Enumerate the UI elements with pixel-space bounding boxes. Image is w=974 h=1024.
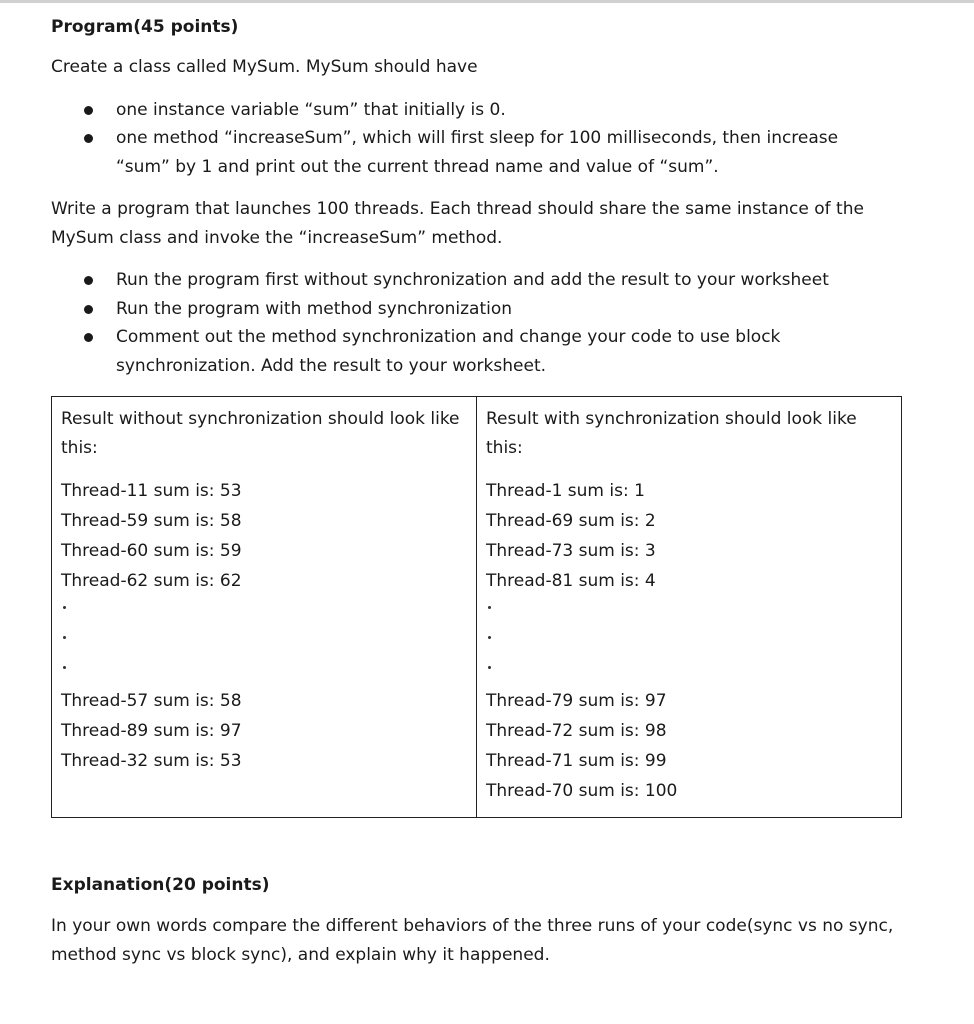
with-sync-header: Result with synchronization should look like this: (486, 409, 857, 458)
ellipsis-dot (486, 596, 891, 626)
requirement-text: one method “increaseSum”, which will first sleep for 100 milliseconds, then increase “sum” by 1 and print out the current thread name and value of “sum”. (116, 128, 839, 177)
bullet-icon (84, 134, 93, 143)
output-line: Thread-62 sum is: 62 (61, 571, 242, 591)
step-text: Comment out the method synchronization and change your code to use block synchronization. Add the result to your worksheet. (116, 327, 781, 376)
requirements-list (51, 96, 931, 182)
document-page (51, 14, 931, 969)
ellipsis-dot (61, 656, 466, 686)
output-line: Thread-59 sum is: 58 (61, 511, 242, 531)
without-sync-header: Result without synchronization should look like this: (61, 409, 460, 458)
explanation-text: In your own words compare the different behaviors of the three runs of your code(sync vs no sync, method sync vs block sync), and explain why it happened. (51, 916, 894, 965)
requirement-text: one instance variable “sum” that initially is 0. (116, 99, 506, 120)
program-heading: Program(45 points) (51, 17, 239, 37)
steps-list (51, 266, 931, 380)
output-line: Thread-11 sum is: 53 (61, 481, 242, 501)
output-line: Thread-69 sum is: 2 (486, 511, 656, 531)
output-line: Thread-72 sum is: 98 (486, 721, 667, 741)
output-line: Thread-71 sum is: 99 (486, 751, 667, 771)
with-sync-cell (477, 397, 902, 818)
output-line: Thread-70 sum is: 100 (486, 781, 678, 801)
step-text: Run the program with method synchronization (116, 298, 513, 319)
list-item (51, 124, 886, 181)
top-border (0, 0, 974, 3)
bullet-icon (84, 106, 93, 115)
program-intro: Create a class called MySum. MySum should have (51, 57, 478, 77)
ellipsis-dot (486, 656, 891, 686)
bullet-icon (84, 333, 93, 342)
explanation-heading: Explanation(20 points) (51, 875, 270, 895)
ellipsis-dot (61, 626, 466, 656)
output-line: Thread-73 sum is: 3 (486, 541, 656, 561)
output-line: Thread-89 sum is: 97 (61, 721, 242, 741)
output-line: Thread-32 sum is: 53 (61, 751, 242, 771)
output-line: Thread-81 sum is: 4 (486, 571, 656, 591)
step-text: Run the program first without synchronization and add the result to your worksheet (116, 270, 829, 290)
list-item (51, 96, 886, 125)
ellipsis-dot (486, 626, 891, 656)
output-line: Thread-1 sum is: 1 (486, 481, 645, 501)
program-task: Write a program that launches 100 threads. Each thread should share the same instance of the MySum class and invoke the “increaseSum” method. (51, 199, 864, 248)
list-item (51, 266, 886, 295)
output-line: Thread-79 sum is: 97 (486, 691, 667, 711)
list-item (51, 323, 886, 380)
ellipsis-dot (61, 596, 466, 626)
bullet-icon (84, 276, 93, 285)
results-table (51, 396, 902, 818)
output-line: Thread-60 sum is: 59 (61, 541, 242, 561)
without-sync-cell (52, 397, 477, 818)
output-line: Thread-57 sum is: 58 (61, 691, 242, 711)
list-item (51, 295, 886, 324)
bullet-icon (84, 305, 93, 314)
